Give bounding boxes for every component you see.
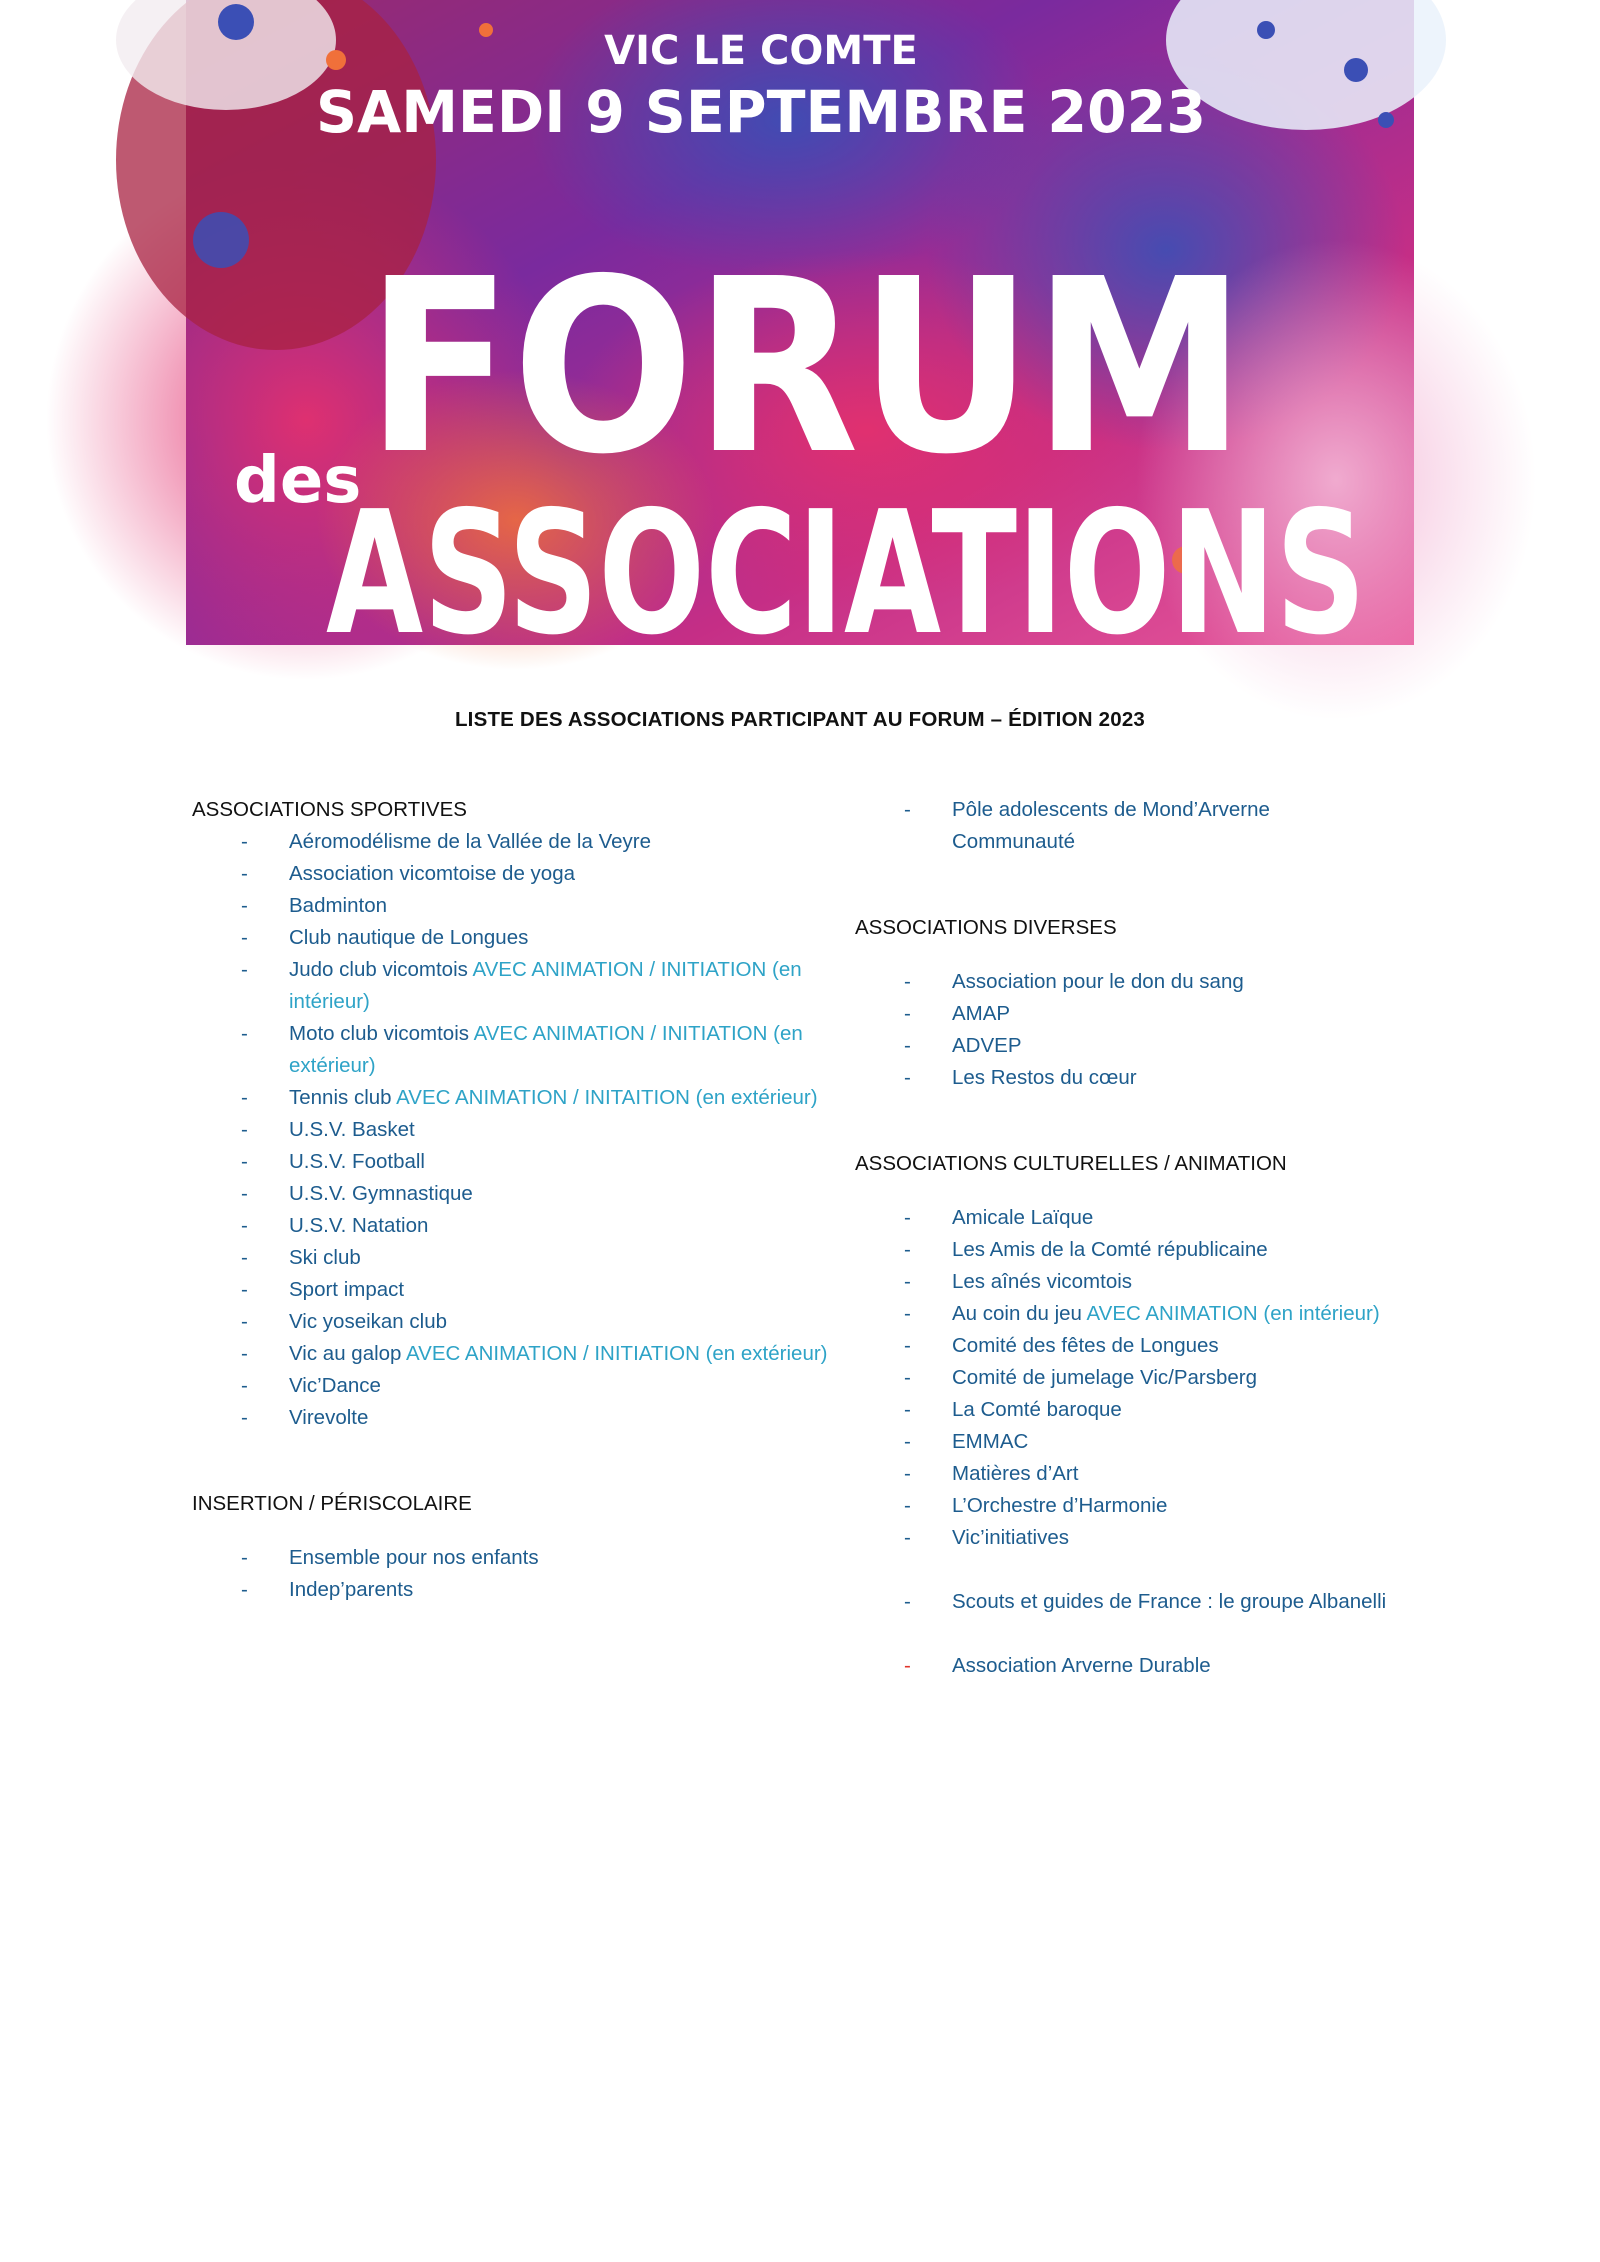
banner-forum: FORUM <box>366 227 1246 507</box>
culturelles-list <box>855 1202 1455 1554</box>
list-item: - Virevolte <box>241 1406 369 1429</box>
list-item: - Au coin du jeu AVEC ANIMATION (en intérieur) <box>904 1302 1380 1325</box>
list-item: - Ensemble pour nos enfants <box>241 1546 539 1569</box>
banner-location: VIC LE COMTE <box>604 28 918 74</box>
list-item: - Indep’parents <box>241 1578 414 1601</box>
insertion-list <box>192 1542 852 1606</box>
list-item: - Tennis club AVEC ANIMATION / INITAITION (en extérieur) <box>241 1086 818 1109</box>
list-item: - Association vicomtoise de yoga <box>241 862 576 885</box>
list-item: - Les aînés vicomtois <box>904 1270 1133 1293</box>
list-item: - Scouts et guides de France : le groupe Albanelli <box>904 1590 1387 1613</box>
list-item: - Aéromodélisme de la Vallée de la Veyre <box>241 830 651 853</box>
left-column <box>192 794 852 1606</box>
list-item: - Matières d’Art <box>904 1462 1079 1485</box>
list-item: - Ski club <box>241 1246 361 1269</box>
list-item: - L’Orchestre d’Harmonie <box>904 1494 1168 1517</box>
list-item: - Vic’initiatives <box>904 1526 1069 1549</box>
section-heading-culturelles: ASSOCIATIONS CULTURELLES / ANIMATION <box>855 1152 1287 1175</box>
list-item: - Vic yoseikan club <box>241 1310 448 1333</box>
list-item: - Moto club vicomtois AVEC ANIMATION / INITIATION (en extérieur) <box>241 1022 803 1077</box>
list-item: - U.S.V. Football <box>241 1150 425 1173</box>
list-item: - Les Amis de la Comté républicaine <box>904 1238 1268 1261</box>
banner-associations: ASSOCIATIONS <box>326 475 1366 673</box>
list-item: - Judo club vicomtois AVEC ANIMATION / INITIATION (en intérieur) <box>241 958 802 1013</box>
list-item: - La Comté baroque <box>904 1398 1122 1421</box>
list-item: - AMAP <box>904 1002 1011 1025</box>
banner-date: SAMEDI 9 SEPTEMBRE 2023 <box>316 78 1206 146</box>
list-item: - Vic’Dance <box>241 1374 381 1397</box>
forum-banner <box>186 0 1414 673</box>
list-item: - U.S.V. Natation <box>241 1214 429 1237</box>
right-column <box>855 794 1455 1682</box>
extra-list-1 <box>855 1586 1455 1618</box>
extra-list-2 <box>855 1650 1455 1682</box>
section-heading-sports: ASSOCIATIONS SPORTIVES <box>192 798 467 821</box>
list-item: - U.S.V. Basket <box>241 1118 415 1141</box>
list-item: - Vic au galop AVEC ANIMATION / INITIATION (en extérieur) <box>241 1342 828 1365</box>
list-item: - ADVEP <box>904 1034 1022 1057</box>
list-item: - Badminton <box>241 894 388 917</box>
banner-artwork <box>186 0 1414 673</box>
list-item: - Club nautique de Longues <box>241 926 529 949</box>
list-item: - Amicale Laïque <box>904 1206 1094 1229</box>
sports-list <box>192 826 852 1434</box>
list-item: - EMMAC <box>904 1430 1029 1453</box>
list-item: - Sport impact <box>241 1278 405 1301</box>
list-item: - Comité de jumelage Vic/Parsberg <box>904 1366 1257 1389</box>
document-title: LISTE DES ASSOCIATIONS PARTICIPANT AU FORUM – ÉDITION 2023 <box>454 708 1146 731</box>
list-item: - Pôle adolescents de Mond’Arverne Communauté <box>904 798 1270 853</box>
banner-des: des <box>234 444 362 518</box>
list-item: - U.S.V. Gymnastique <box>241 1182 473 1205</box>
list-item: - Association pour le don du sang <box>904 970 1244 993</box>
continued-list <box>855 794 1455 858</box>
list-item: - Association Arverne Durable <box>904 1654 1211 1677</box>
list-item: - Les Restos du cœur <box>904 1066 1137 1089</box>
diverses-list <box>855 966 1455 1094</box>
section-heading-diverses: ASSOCIATIONS DIVERSES <box>855 916 1117 939</box>
section-heading-insertion: INSERTION / PÉRISCOLAIRE <box>192 1492 472 1515</box>
list-item: - Comité des fêtes de Longues <box>904 1334 1219 1357</box>
